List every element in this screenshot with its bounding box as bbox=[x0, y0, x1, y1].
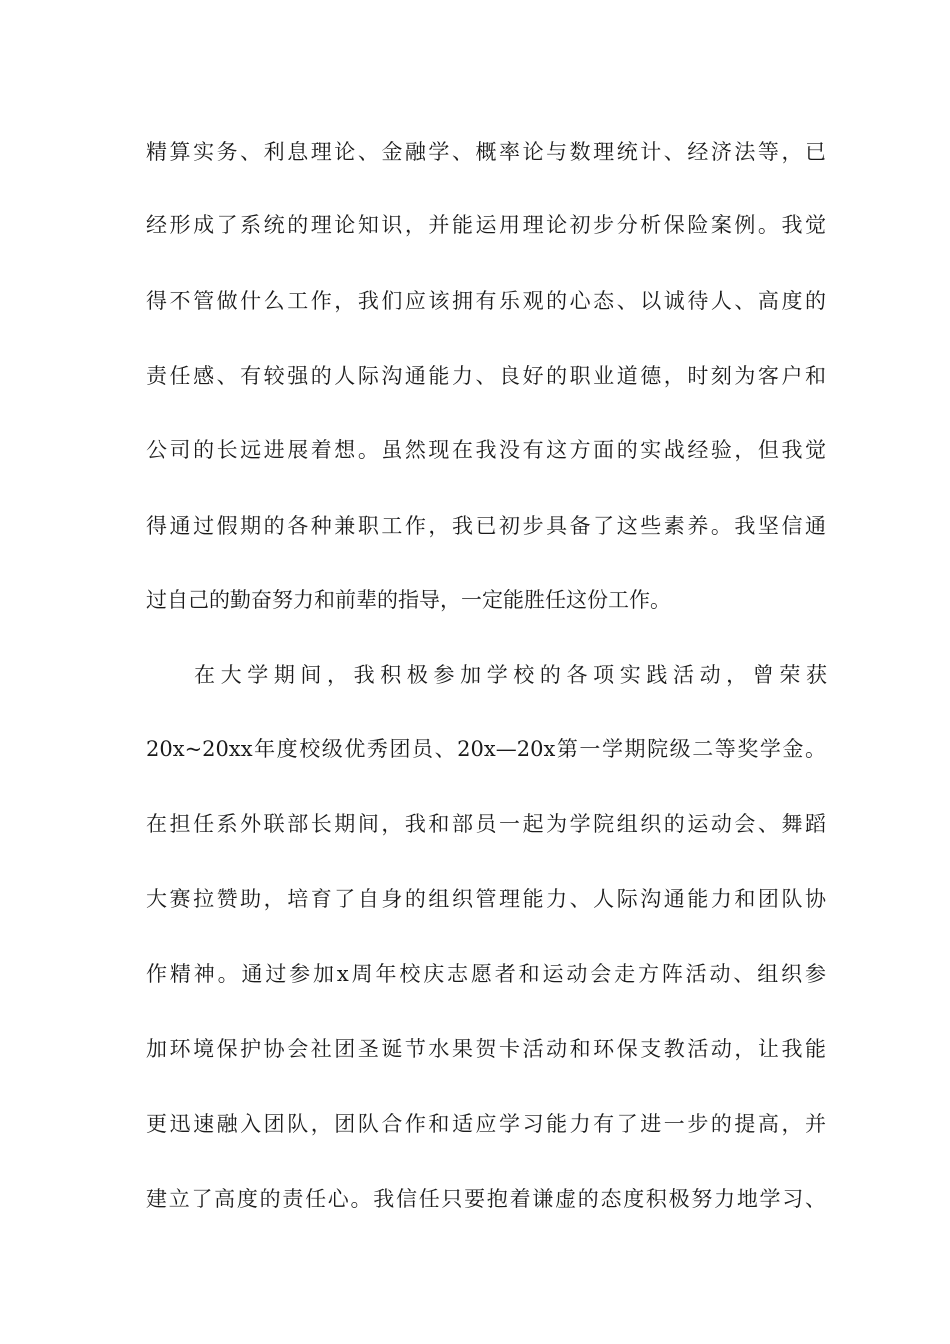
text-line: 作精神。通过参加x周年校庆志愿者和运动会走方阵活动、组织参 bbox=[146, 962, 826, 986]
text-line: 经形成了系统的理论知识，并能运用理论初步分析保险案例。我觉 bbox=[146, 213, 826, 237]
text-line: 加环境保护协会社团圣诞节水果贺卡活动和环保支教活动，让我能 bbox=[146, 1037, 826, 1061]
text-line: 得通过假期的各种兼职工作，我已初步具备了这些素养。我坚信通 bbox=[146, 514, 826, 538]
text-line: 过自己的勤奋努力和前辈的指导，一定能胜任这份工作。 bbox=[146, 588, 671, 612]
text-line: 在担任系外联部长期间，我和部员一起为学院组织的运动会、舞蹈 bbox=[146, 812, 826, 836]
text-line: 20x~20xx年度校级优秀团员、20x—20x第一学期院级二等奖学金。 bbox=[146, 737, 826, 761]
text-line: 得不管做什么工作，我们应该拥有乐观的心态、以诚待人、高度的 bbox=[146, 289, 826, 313]
text-line: 更迅速融入团队，团队合作和适应学习能力有了进一步的提高，并 bbox=[146, 1112, 826, 1136]
text-line: 建立了高度的责任心。我信任只要抱着谦虚的态度积极努力地学习、 bbox=[146, 1187, 826, 1211]
text-line: 在大学期间，我积极参加学校的各项实践活动，曾荣获 bbox=[194, 663, 827, 687]
text-line: 大赛拉赞助，培育了自身的组织管理能力、人际沟通能力和团队协 bbox=[146, 887, 826, 911]
text-line: 公司的长远进展着想。虽然现在我没有这方面的实战经验，但我觉 bbox=[146, 438, 826, 462]
text-line: 责任感、有较强的人际沟通能力、良好的职业道德，时刻为客户和 bbox=[146, 364, 826, 388]
text-line: 精算实务、利息理论、金融学、概率论与数理统计、经济法等，已 bbox=[146, 140, 826, 164]
